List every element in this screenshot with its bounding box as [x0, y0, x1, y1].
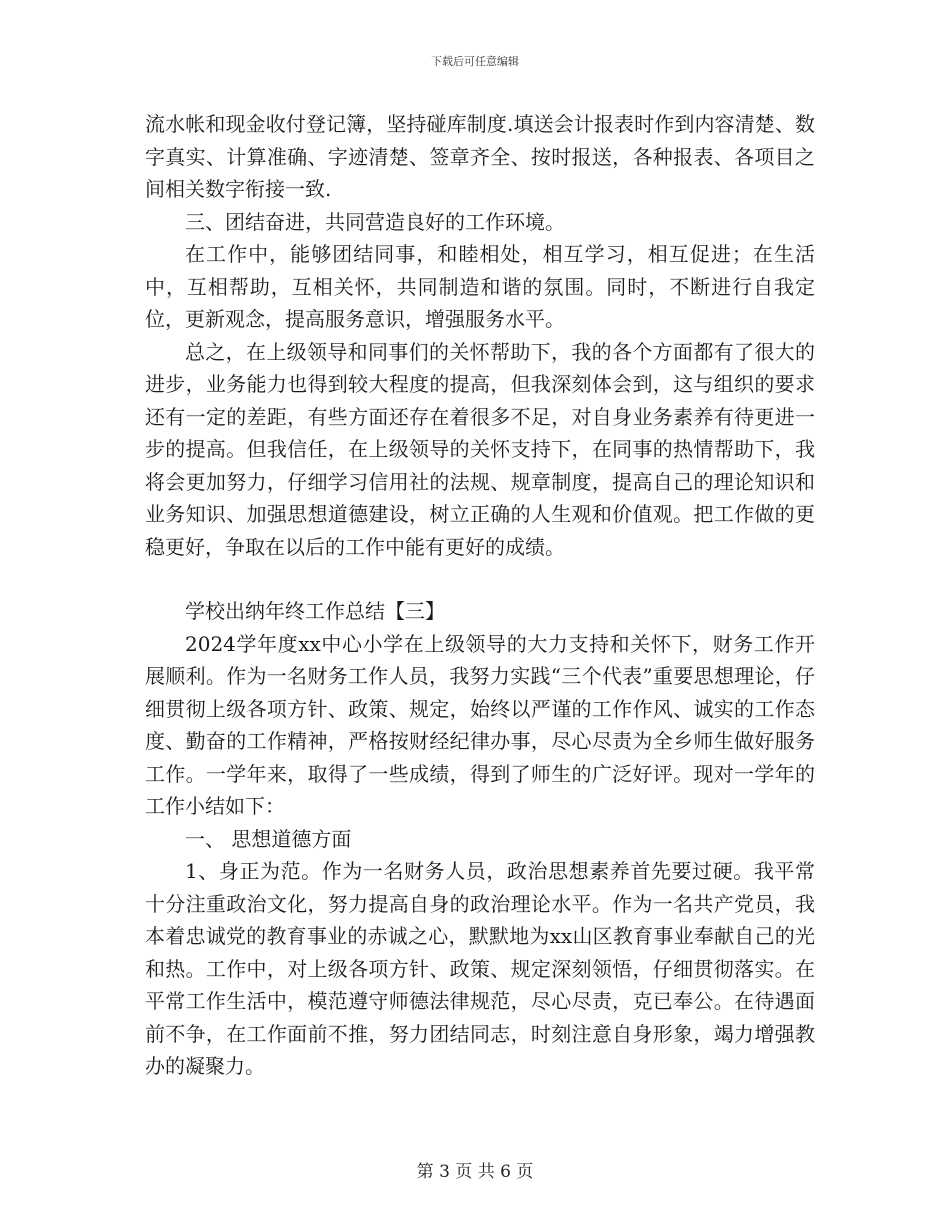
section-spacer	[145, 563, 815, 595]
section-heading-3: 三、团结奋进，共同营造良好的工作环境。	[185, 209, 565, 234]
paragraph-ledger: 流水帐和现金收付登记簿，坚持碰库制度.填送会计报表时作到内容清楚、数字真实、计算准确、字迹清楚、签章齐全、按时报送，各种报表、各项目之间相关数字衔接一致.	[145, 112, 815, 201]
document-body	[145, 108, 815, 1083]
paragraph-summary: 总之，在上级领导和同事们的关怀帮助下，我的各个方面都有了很大的进步，业务能力也得到较大程度的提高，但我深刻体会到，这与组织的要求还有一定的差距，有些方面还存在着很多不足，对自身业务素养有待更进一步的提高。但我信任，在上级领导的关怀支持下，在同事的热情帮助下，我将会更加努力，仔细学习信用社的法规、规章制度，提高自己的理论知识和业务知识、加强思想道德建设，树立正确的人生观和价值观。把工作做的更稳更好，争取在以后的工作中能有更好的成绩。	[145, 339, 815, 559]
paragraph-teamwork: 在工作中，能够团结同事，和睦相处，相互学习，相互促进；在生活中，互相帮助，互相关怀，共同制造和谐的氛围。同时，不断进行自我定位，更新观念，提高服务意识，增强服务水平。	[145, 242, 815, 331]
paragraph-intro: 2024学年度xx中心小学在上级领导的大力支持和关怀下，财务工作开展顺利。作为一名财务工作人员，我努力实践“三个代表”重要思想理论，仔细贯彻上级各项方针、政策、规定，始终以严谨的工作作风、诚实的工作态度、勤奋的工作精神，严格按财经纪律办事，尽心尽责为全乡师生做好服务工作。一学年来，取得了一些成绩，得到了师生的广泛好评。现对一学年的工作小结如下：	[145, 631, 815, 818]
document-title: 学校出纳年终工作总结【三】	[185, 599, 445, 623]
header-note: 下载后可任意编辑	[431, 55, 519, 68]
paragraph-point-1: 1、身正为范。作为一名财务人员，政治思想素养首先要过硬。我平常十分注重政治文化，努力提高自身的政治理论水平。作为一名共产党员，我本着忠诚党的教育事业的赤诚之心，默默地为xx山区教育事业奉献自己的光和热。工作中，对上级各项方针、政策、规定深刻领悟，仔细贯彻落实。在平常工作生活中，模范遵守师德法律规范，尽心尽责，克已奉公。在待遇面前不争，在工作面前不推，努力团结同志，时刻注意自身形象，竭力增强教办的凝聚力。	[145, 859, 815, 1078]
page-number: 第 3 页 共 6 页	[416, 1162, 534, 1182]
subheading-moral: 一、 思想道德方面	[185, 826, 352, 851]
